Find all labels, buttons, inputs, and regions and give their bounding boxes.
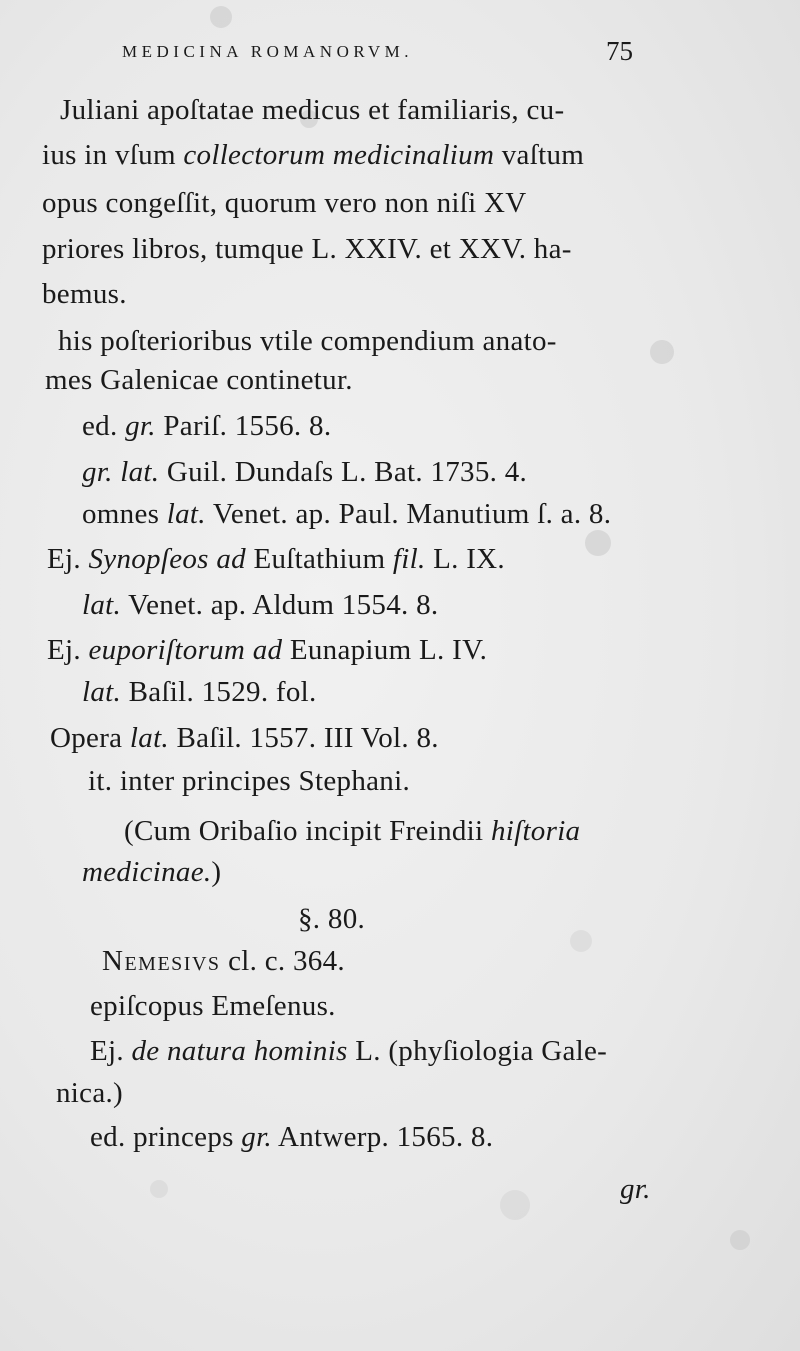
text-segment: omnes (82, 498, 167, 530)
text-segment: Synopſeos ad (88, 543, 246, 575)
text-segment: Venet. ap. Aldum 1554. 8. (121, 589, 439, 621)
text-segment: collectorum medicinalium (183, 139, 495, 171)
text-line (47, 543, 505, 576)
text-segment: mes Galenicae continetur. (45, 364, 353, 396)
text-segment: L. IX. (425, 543, 505, 575)
text-line (88, 765, 410, 798)
text-line (90, 1035, 607, 1068)
text-segment: Ej. (47, 634, 89, 666)
text-segment: euporiſtorum ad (88, 634, 283, 666)
text-line (82, 410, 331, 443)
text-segment: it. inter principes Stephani. (88, 765, 410, 797)
text-line (42, 278, 127, 311)
text-segment: lat. (82, 676, 122, 708)
text-line (124, 815, 580, 848)
text-segment: priores libros, tumque L. XXIV. et XXV. ha- (42, 233, 572, 265)
text-line (45, 364, 353, 397)
text-segment: vaſtum (494, 139, 585, 171)
text-segment: gr. lat. (82, 456, 160, 488)
text-line (82, 498, 611, 531)
text-segment: lat. (129, 722, 169, 754)
text-line (42, 139, 584, 172)
text-segment: L. (phyſiologia Gale- (347, 1035, 608, 1067)
text-segment: Antwerp. 1565. 8. (272, 1121, 494, 1153)
text-segment: lat. (166, 498, 206, 530)
text-segment: fil. (392, 543, 426, 575)
text-segment: Opera (50, 722, 130, 754)
text-line (50, 722, 439, 755)
text-segment: gr. (620, 1173, 651, 1205)
text-segment: Venet. ap. Paul. Manutium ſ. a. 8. (205, 498, 612, 530)
text-line (42, 187, 527, 220)
text-segment: Baſil. 1529. fol. (121, 676, 317, 708)
text-line (82, 856, 221, 889)
text-segment: Ej. (47, 543, 89, 575)
text-segment: gr. (241, 1121, 272, 1153)
text-line (58, 325, 557, 358)
text-segment: medicinae. (82, 856, 212, 888)
text-segment: Pariſ. 1556. 8. (155, 410, 332, 442)
text-segment: lat. (82, 589, 122, 621)
text-segment: hiſtoria (490, 815, 581, 847)
text-segment: gr. (125, 410, 156, 442)
text-line (42, 233, 572, 266)
text-segment: his poſterioribus vtile compendium anato- (58, 325, 557, 357)
catchword (620, 1173, 651, 1206)
text-segment: Nemesivs (102, 945, 221, 977)
text-line (82, 456, 527, 489)
text-segment: cl. c. 364. (220, 945, 345, 977)
text-segment: Guil. Dundaſs L. Bat. 1735. 4. (159, 456, 528, 488)
text-line (82, 589, 438, 622)
text-segment: Baſil. 1557. III Vol. 8. (168, 722, 439, 754)
text-segment: (Cum Oribaſio incipit Freindii (124, 815, 491, 847)
text-segment: de natura hominis (131, 1035, 348, 1067)
text-segment: epiſcopus Emeſenus. (90, 990, 336, 1022)
text-segment: ed. princeps (90, 1121, 242, 1153)
page-number: 75 (606, 36, 633, 66)
text-line (56, 1077, 123, 1110)
text-line (90, 990, 336, 1023)
text-segment: Eunapium L. IV. (282, 634, 488, 666)
text-segment: ) (211, 856, 222, 888)
text-line (47, 634, 487, 667)
section-heading (298, 903, 365, 936)
text-line (60, 94, 564, 127)
text-segment: ius in vſum (42, 139, 184, 171)
text-segment: Euſtathium (245, 543, 393, 575)
running-header: MEDICINA ROMANORVM. (122, 42, 413, 61)
text-line (82, 676, 317, 709)
text-segment: bemus. (42, 278, 127, 310)
text-segment: nica.) (56, 1077, 124, 1109)
text-segment: opus congeſſit, quorum vero non niſi XV (42, 187, 527, 219)
text-segment: ed. (82, 410, 126, 442)
text-segment: §. 80. (298, 903, 366, 935)
text-line (90, 1121, 493, 1154)
text-segment: Juliani apoſtatae medicus et familiaris, cu- (60, 94, 565, 126)
text-segment: Ej. (90, 1035, 132, 1067)
text-line (102, 945, 345, 978)
